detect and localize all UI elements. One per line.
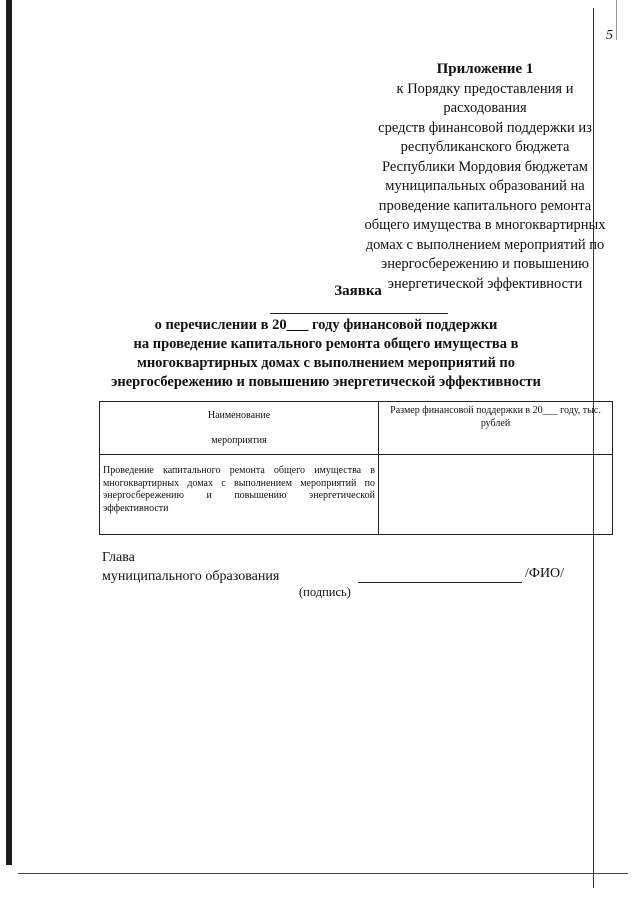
appendix-line: Республики Мордовия бюджетам xyxy=(382,158,588,175)
appendix-line: расходования xyxy=(443,100,527,116)
signature-fio: /ФИО/ xyxy=(525,566,565,581)
document-title: Заявка xyxy=(334,283,382,299)
header-name-line1: Наименование xyxy=(207,410,271,421)
scan-artifact-line-top xyxy=(616,0,617,40)
appendix-line: муниципальных образований на xyxy=(385,178,585,194)
table-row xyxy=(100,455,613,535)
application-table xyxy=(99,401,613,535)
header-cell-amount: Размер финансовой поддержки в 20___ году, тыс. рублей xyxy=(379,402,613,455)
signature-caption: (подпись) xyxy=(299,585,351,599)
title-underline xyxy=(270,313,448,314)
appendix-line: домах с выполнением мероприятий по xyxy=(365,236,605,253)
appendix-line: республиканского бюджета xyxy=(400,139,570,155)
subtitle-line: о перечислении в 20___ году финансовой поддержки xyxy=(154,317,498,333)
subtitle-line: многоквартирных домах с выполнением мероприятий по xyxy=(136,355,516,371)
signature-line2: муниципального образования xyxy=(102,569,280,584)
header-name-line2: мероприятия xyxy=(211,434,267,446)
subtitle-line: энергосбережению и повышению энергетической эффективности xyxy=(111,374,541,390)
document-subtitle xyxy=(96,316,556,392)
appendix-line: проведение капитального ремонта xyxy=(378,197,592,214)
appendix-line: средств финансовой поддержки из xyxy=(378,119,592,136)
appendix-line: энергосбережению и повышению xyxy=(381,256,589,272)
cell-measure: Проведение капитального ремонта общего имущества в многоквартирных домах с выполнением мероприятий по энергосбережению и повышению энергетической эффективности xyxy=(100,455,379,535)
scan-edge-left xyxy=(6,0,12,865)
scan-edge-bottom xyxy=(18,873,628,874)
subtitle-line: на проведение капитального ремонта общего имущества в xyxy=(133,336,519,352)
signature-field-line xyxy=(358,582,522,583)
cell-amount xyxy=(379,455,613,535)
appendix-line: к Порядку предоставления и xyxy=(396,80,574,97)
page-number: 5 xyxy=(606,28,613,43)
appendix-line: общего имущества в многоквартирных xyxy=(364,217,606,233)
appendix-block xyxy=(350,60,620,294)
signature-line1: Глава xyxy=(102,550,135,565)
header-cell-name xyxy=(100,402,379,455)
table-header-row xyxy=(100,402,613,455)
appendix-title: Приложение 1 xyxy=(436,61,534,77)
appendix-line: энергетической эффективности xyxy=(387,275,583,292)
